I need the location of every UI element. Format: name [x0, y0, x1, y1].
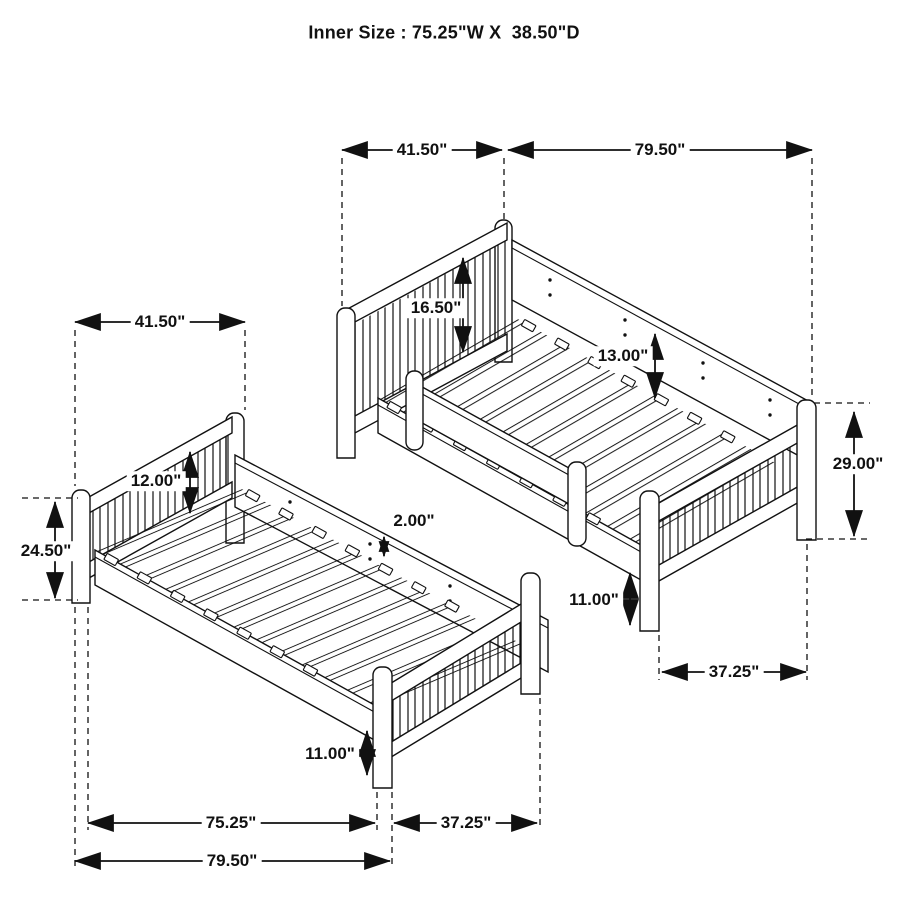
upper-headboard-front-post: [337, 308, 355, 458]
dim-upper-headboard-slat-height: 16.50": [407, 298, 466, 318]
dim-lower-overall-length: 79.50": [203, 851, 262, 871]
upper-guard-rail-left-post: [406, 371, 423, 450]
dim-lower-headboard-height: 24.50": [17, 541, 76, 561]
dim-lower-leg-height: 11.00": [301, 744, 359, 764]
dim-lower-headboard-slat-height: 12.00": [127, 471, 186, 491]
page-title: Inner Size : 75.25"W X 38.50"D: [308, 22, 580, 43]
dim-upper-length: 79.50": [631, 140, 690, 160]
upper-footboard-back-post: [797, 400, 816, 540]
dim-lower-inner-length: 75.25": [202, 813, 261, 833]
dim-lower-slat-thickness: 2.00": [389, 511, 438, 531]
dim-upper-side-rail-height: 13.00": [594, 346, 653, 366]
dim-lower-footboard-width: 37.25": [437, 813, 496, 833]
dim-lower-depth: 41.50": [131, 312, 190, 332]
dim-upper-footboard-height: 29.00": [829, 454, 888, 474]
lower-footboard-front-post: [373, 667, 392, 788]
lower-footboard-back-post: [521, 573, 540, 694]
dim-upper-footboard-width: 37.25": [705, 662, 764, 682]
dim-upper-depth: 41.50": [393, 140, 452, 160]
upper-guard-rail-right-post: [568, 462, 586, 546]
upper-footboard-front-post: [640, 491, 659, 631]
dim-upper-leg-height: 11.00": [565, 590, 623, 610]
